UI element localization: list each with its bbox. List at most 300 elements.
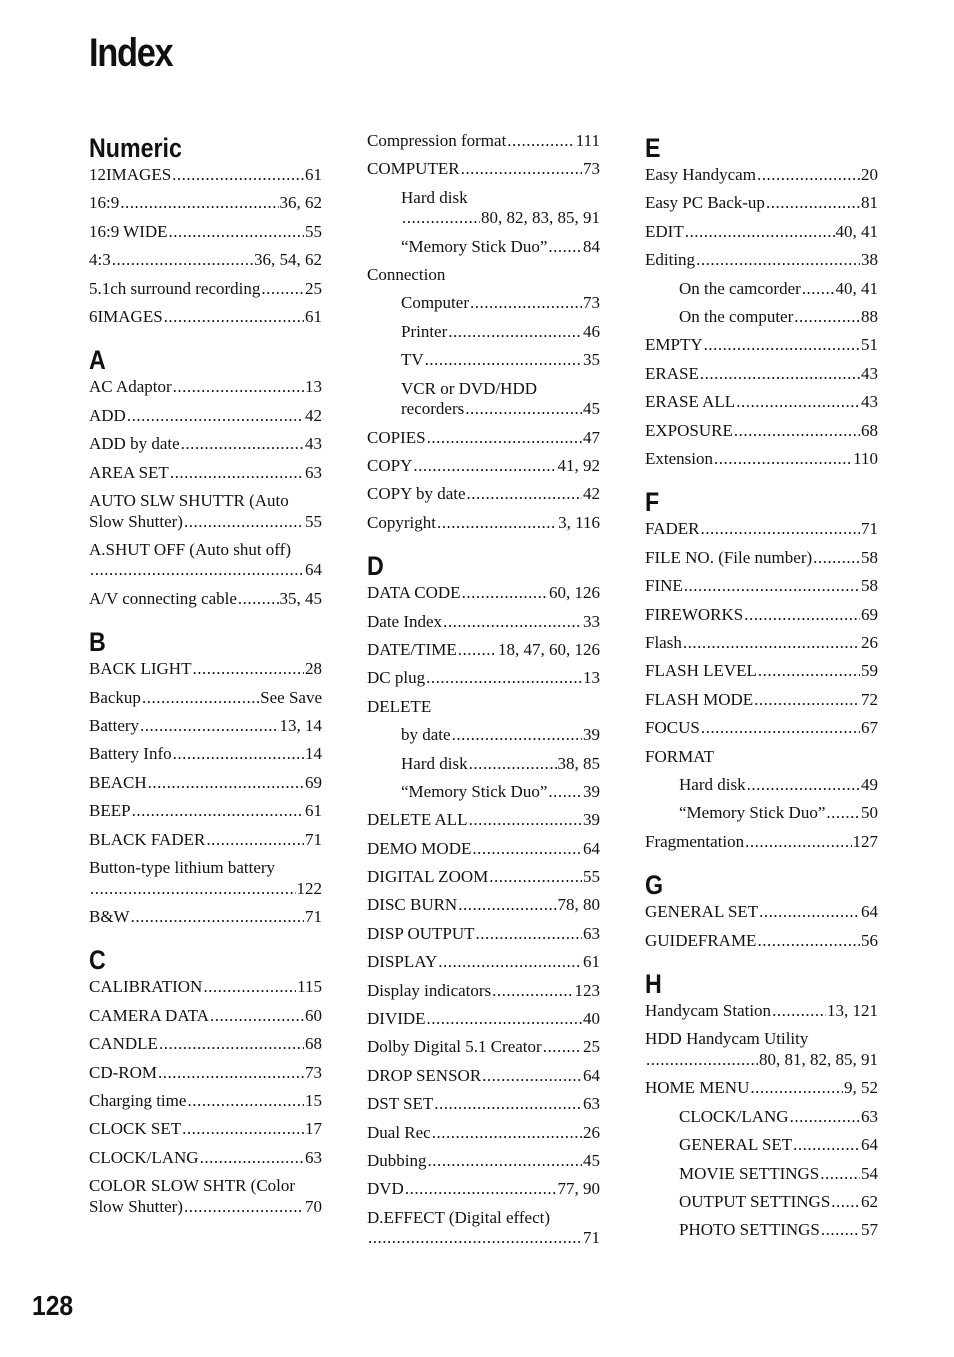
leader-dots [820,1164,860,1185]
leader-dots [159,1034,304,1055]
entry-pages: 50 [861,803,878,823]
entry-row [367,952,600,973]
entry-row [645,902,878,923]
index-entry [645,421,878,442]
leader-dots [425,350,582,371]
index-entry [89,193,322,214]
entry-row [401,782,600,803]
index-entry [367,428,600,449]
leader-dots [461,159,582,180]
entry-pages: 33 [583,611,600,631]
leader-dots [492,981,573,1002]
entry-label: GENERAL SET [679,1135,793,1155]
entry-label: Slow Shutter) [89,511,183,531]
entry-label: MOVIE SETTINGS [679,1163,820,1183]
leader-dots [465,399,582,420]
entry-pages: 73 [583,293,600,313]
leader-dots [181,434,304,455]
entry-label: Battery Info [89,744,172,764]
leader-dots [131,907,304,928]
index-entry [645,931,878,952]
entry-row [645,449,878,470]
entry-pages: 26 [861,632,878,652]
entry-label: Fragmentation [645,831,745,851]
index-entry [367,895,600,916]
entry-pages: 63 [305,1147,322,1167]
entry-label: COPY [367,455,413,475]
index-entry [645,392,878,413]
entry-pages: 122 [296,878,322,898]
entry-row [645,931,878,952]
leader-dots [170,463,304,484]
index-entry [645,902,878,923]
entry-pages: 63 [861,1106,878,1126]
index-entry [89,773,322,794]
index-column-1 [89,131,322,1233]
index-entry [367,159,600,180]
entry-label: EDIT [645,221,684,241]
entry-label: BACK LIGHT [89,659,192,679]
leader-dots [831,1192,860,1213]
entry-pages: 64 [861,1135,878,1155]
entry-pages: 73 [583,159,600,179]
entry-label: GENERAL SET [645,902,759,922]
entry-pages: 69 [861,604,878,624]
leader-dots [142,688,259,709]
leader-dots [745,832,851,853]
leader-dots [772,1001,826,1022]
entry-row [645,421,878,442]
entry-label: DATA CODE [367,583,461,603]
index-subentry [367,725,600,746]
entry-label: ADD [89,405,126,425]
index-entry [89,491,322,532]
leader-dots [757,931,860,952]
entry-label: Easy PC Back-up [645,193,765,213]
entry-row [367,895,600,916]
leader-dots [701,718,860,739]
entry-pages: 64 [583,838,600,858]
leader-dots [413,456,556,477]
index-subentry [367,379,600,420]
leader-dots [182,1119,304,1140]
index-entry [645,605,878,626]
leader-dots [90,879,296,900]
section-letter: G [645,870,664,901]
entry-pages: 115 [297,977,322,997]
index-entry [89,1091,322,1112]
entry-label: COMPUTER [367,159,460,179]
entry-row [367,583,600,604]
entry-pages: 35 [583,350,600,370]
entry-row [367,1037,600,1058]
index-entry [645,576,878,597]
index-entry [367,697,600,718]
index-entry [367,640,600,661]
index-entry [367,583,600,604]
index-entry [89,307,322,328]
entry-row [367,1228,600,1249]
index-entry [89,858,322,899]
leader-dots [112,250,253,271]
entry-row [367,810,600,831]
entry-label: Flash [645,632,682,652]
index-entry [645,633,878,654]
entry-row [89,307,322,328]
entry-row [645,1078,878,1099]
entry-label: BEACH [89,772,147,792]
index-subentry [367,188,600,229]
leader-dots [173,744,304,765]
entry-pages: 60, 126 [549,583,600,603]
entry-label: Date Index [367,611,443,631]
index-entry [367,924,600,945]
entry-label: CLOCK/LANG [679,1106,789,1126]
entry-label: COPY by date [367,484,466,504]
entry-label: Compression format [367,131,507,150]
entry-row [679,307,878,328]
index-entry [367,1123,600,1144]
entry-pages: 42 [583,484,600,504]
entry-row [367,1066,600,1087]
index-section [645,868,878,951]
entry-row [645,661,878,682]
leader-dots [192,659,304,680]
entry-label: Hard disk [679,774,746,794]
leader-dots [140,716,278,737]
entry-row [401,208,600,229]
index-entry [645,335,878,356]
entry-label: 4:3 [89,250,111,270]
index-subentry [367,754,600,775]
entry-row [367,131,600,152]
section-letter: B [89,627,106,658]
entry-row [89,879,322,900]
page-number: 128 [32,1290,74,1321]
entry-row [89,589,322,610]
leader-dots [700,364,860,385]
entry-row [89,773,322,794]
entry-pages: 64 [861,902,878,922]
index-entry [367,981,600,1002]
section-letter: C [89,945,106,976]
leader-dots [432,1123,582,1144]
entry-row [367,456,600,477]
entry-row [89,1034,322,1055]
entry-row [89,434,322,455]
entry-label: 6IMAGES [89,306,163,326]
entry-pages: 57 [861,1220,878,1240]
entry-row [89,1091,322,1112]
index-entry [367,1094,600,1115]
index-entry [367,1208,600,1249]
leader-dots [458,895,556,916]
entry-pages: 71 [861,519,878,539]
entry-label: EMPTY [645,335,703,355]
index-entry [367,867,600,888]
entry-row [645,1001,878,1022]
entry-pages: 41, 92 [557,455,600,475]
entry-row [89,744,322,765]
section-letter: F [645,487,660,518]
leader-dots [402,208,480,229]
entry-row [645,335,878,356]
index-entry [367,456,600,477]
entry-pages: 13 [305,377,322,397]
index-entry [89,1063,322,1084]
entry-label: ADD by date [89,434,180,454]
entry-label: Computer [401,293,469,313]
entry-pages: 49 [861,774,878,794]
entry-row [89,250,322,271]
entry-row [367,428,600,449]
entry-row [645,605,878,626]
entry-label: Hard disk [401,753,468,773]
index-entry [367,1009,600,1030]
entry-row [645,1050,878,1071]
entry-pages: 88 [861,306,878,326]
entry-label: A/V connecting cable [89,588,237,608]
index-entry [89,165,322,186]
entry-label: OUTPUT SETTINGS [679,1191,831,1211]
index-subentry [645,1192,878,1213]
leader-dots [469,810,582,831]
index-entry [89,1006,322,1027]
leader-dots [747,775,860,796]
leader-dots [794,307,860,328]
index-section [367,131,600,533]
index-subentry [645,775,878,796]
entry-row [401,725,600,746]
entry-label: FLASH MODE [645,689,754,709]
leader-dots [744,605,860,626]
leader-dots [434,1094,582,1115]
index-entry [645,1029,878,1070]
entry-row [401,399,600,420]
entry-label: Printer [401,321,448,341]
leader-dots [469,754,557,775]
leader-dots [187,1091,304,1112]
entry-pages: 3, 116 [558,512,600,532]
index-entry [89,1148,322,1169]
entry-row [367,839,600,860]
entry-row [367,867,600,888]
entry-row [645,633,878,654]
entry-pages: 64 [583,1065,600,1085]
entry-row [645,690,878,711]
entry-row [367,1009,600,1030]
index-entry [645,1001,878,1022]
index-entry [367,1066,600,1087]
entry-label: DISP OUTPUT [367,923,475,943]
leader-dots [148,773,304,794]
leader-dots [443,612,582,633]
entry-pages: 61 [305,165,322,184]
index-subentry [645,1135,878,1156]
entry-pages: 67 [861,718,878,738]
entry-row [89,716,322,737]
entry-label-line: AUTO SLW SHUTTR (Auto [89,491,289,511]
entry-pages: 61 [583,952,600,972]
entry-pages: 38 [861,250,878,270]
index-section [645,131,878,469]
section-letter: Numeric [89,133,182,163]
entry-label: FIREWORKS [645,604,744,624]
entry-pages: 39 [583,781,600,801]
leader-dots [169,222,304,243]
leader-dots [184,512,304,533]
entry-heading: Connection [367,265,446,285]
page-title: Index [89,31,173,75]
entry-label-line: COLOR SLOW SHTR (Color [89,1176,296,1196]
entry-label: Easy Handycam [645,165,756,184]
leader-dots [543,1037,582,1058]
entry-row [367,981,600,1002]
leader-dots [172,165,304,186]
leader-dots [462,583,548,604]
entry-row [645,576,878,597]
entry-row [679,1192,878,1213]
entry-label: 12IMAGES [89,165,172,184]
entry-label: DISPLAY [367,952,438,972]
entry-pages: 63 [305,462,322,482]
entry-label-line: D.EFFECT (Digital effect) [367,1207,551,1227]
entry-label: CAMERA DATA [89,1005,210,1025]
entry-label: EXPOSURE [645,420,733,440]
index-entry [89,830,322,851]
leader-dots [470,293,582,314]
entry-pages: 43 [861,392,878,412]
entry-label-line: HDD Handycam Utility [645,1029,809,1049]
entry-label: AREA SET [89,462,169,482]
entry-label: 16:9 [89,193,120,213]
index-section [89,131,322,327]
entry-pages: 56 [861,930,878,950]
entry-row [367,640,600,661]
index-entry [89,801,322,822]
entry-row [89,801,322,822]
entry-pages: 20 [861,165,878,184]
leader-dots [646,1050,758,1071]
entry-pages: 47 [583,427,600,447]
entry-label-line: VCR or DVD/HDD [401,378,537,398]
entry-pages: 77, 90 [557,1179,600,1199]
index-entry [645,690,878,711]
entry-pages: 26 [583,1122,600,1142]
leader-dots [736,392,860,413]
entry-row [89,1006,322,1027]
leader-dots [482,1066,582,1087]
entry-label: “Memory Stick Duo” [401,236,548,256]
entry-label: DVD [367,1179,404,1199]
entry-label: Copyright [367,512,436,532]
leader-dots [750,1078,843,1099]
entry-pages: 60 [305,1005,322,1025]
leader-dots [448,322,582,343]
entry-label: DIGITAL ZOOM [367,867,489,887]
index-entry [367,131,600,152]
entry-row [401,322,600,343]
entry-pages: 39 [583,725,600,745]
entry-row [679,803,878,824]
index-entry [645,747,878,768]
entry-label: AC Adaptor [89,377,172,397]
leader-dots [206,830,304,851]
leader-dots [452,725,582,746]
leader-dots [427,428,582,449]
entry-row [645,165,878,186]
index-section [645,485,878,852]
leader-dots [467,484,582,505]
entry-label: Charging time [89,1090,187,1110]
entry-row [367,612,600,633]
index-entry [367,1037,600,1058]
index-entry [89,540,322,581]
entry-row [367,513,600,534]
entry-row [89,1148,322,1169]
section-letter: D [367,551,384,582]
index-entry [367,668,600,689]
index-entry [89,279,322,300]
index-entry [89,1176,322,1217]
index-entry [645,1078,878,1099]
entry-pages: 14 [305,744,322,764]
index-entry [367,265,600,286]
index-subentry [645,803,878,824]
entry-label: Slow Shutter) [89,1196,183,1216]
entry-label: 5.1ch surround recording [89,278,261,298]
entry-pages: 68 [305,1034,322,1054]
entry-pages: 81 [861,193,878,213]
index-subentry [645,307,878,328]
entry-pages: 40, 41 [835,278,878,298]
leader-dots [683,633,860,654]
entry-label: “Memory Stick Duo” [679,803,826,823]
entry-label: FINE [645,576,683,596]
leader-dots [437,513,557,534]
entry-label: Dolby Digital 5.1 Creator [367,1037,542,1057]
entry-label: by date [401,725,451,745]
entry-pages: 110 [853,448,878,468]
entry-label-line: Hard disk [401,187,468,207]
index-entry [89,907,322,928]
entry-row [679,1107,878,1128]
entry-pages: 64 [305,560,322,580]
leader-dots [127,406,304,427]
index-entry [89,589,322,610]
entry-row [367,1179,600,1200]
entry-pages: 13 [583,668,600,688]
leader-dots [458,640,497,661]
entry-pages: See Save [260,687,322,707]
entry-pages: 59 [861,661,878,681]
entry-pages: 43 [861,363,878,383]
entry-label: Display indicators [367,980,492,1000]
index-section [367,549,600,1249]
index-subentry [645,1220,878,1241]
section-letter: A [89,345,106,376]
leader-dots [507,131,574,152]
leader-dots [696,250,860,271]
entry-row [401,754,600,775]
entry-label: Editing [645,250,696,270]
leader-dots [685,222,835,243]
entry-pages: 58 [861,547,878,567]
entry-row [367,924,600,945]
entry-pages: 71 [305,906,322,926]
index-entry [89,659,322,680]
section-letter: H [645,969,662,1000]
